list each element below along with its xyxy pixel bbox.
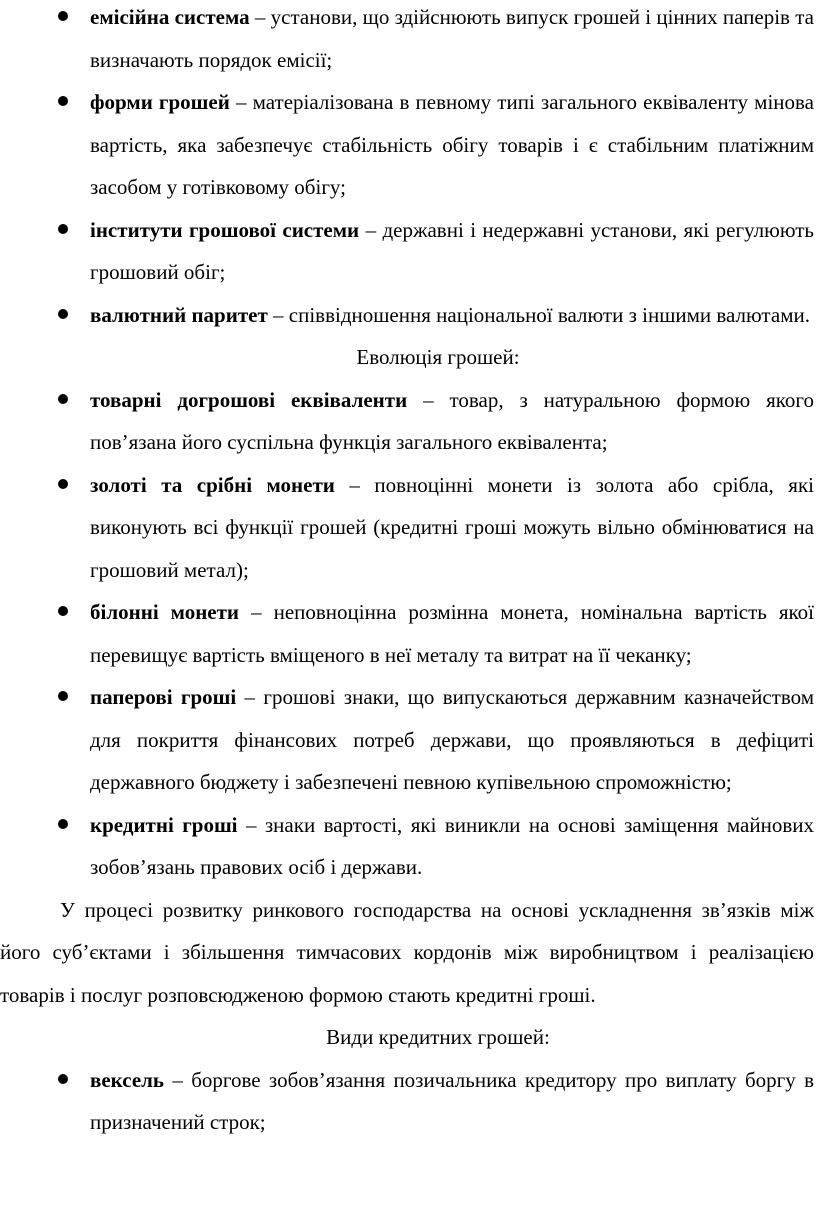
bullet-icon	[58, 394, 68, 404]
term: емісійна система	[90, 5, 250, 29]
definition: – неповноцінна розмінна монета, номінальна вартість якої перевищує вартість вміщеного в неї металу та витрат на її чеканку;	[90, 600, 814, 667]
definition: – матеріалізована в певному типі загального еквіваленту мінова вартість, яка забезпечує стабільність обігу товарів і є стабільним платіжним засобом у готівковому обігу;	[90, 90, 814, 199]
bullet-icon	[58, 691, 68, 701]
definition: – товар, з натуральною формою якого пов’язана його суспільна функція загального еквівалента;	[90, 387, 814, 454]
bullet-icon	[58, 479, 68, 489]
list-item	[0, 379, 816, 464]
bullet-icon	[58, 819, 68, 829]
definition: – повноцінні монети із золота або срібла, які виконують всі функції грошей (кредитні гроші можуть вільно обмінюватися на грошовий метал);	[90, 472, 814, 582]
definition: – знаки вартості, які виникли на основі заміщення майнових зобов’язань правових осіб і держави.	[90, 812, 814, 879]
bullet-icon	[58, 1074, 68, 1084]
term: білонні монети	[90, 600, 240, 624]
term: вексель	[90, 1067, 165, 1092]
term: інститути грошової системи	[90, 217, 360, 242]
definition: – установи, що здійснюють випуск грошей і цінних паперів та визначають порядок емісії;	[90, 5, 814, 72]
list-item	[0, 1059, 816, 1144]
list-item	[0, 0, 816, 81]
definition: – грошові знаки, що випускаються державним казначейством для покриття фінансових потреб держави, що проявляються в дефіциті державного бюджету і забезпечені певною купівельною спроможністю;	[90, 685, 814, 794]
list-item	[0, 209, 816, 294]
bullet-icon	[58, 224, 68, 234]
list-item	[0, 464, 816, 592]
money-evolution-list	[0, 379, 816, 889]
bullet-icon	[58, 606, 68, 616]
bullet-icon	[58, 11, 68, 21]
credit-money-types-list	[0, 1059, 816, 1144]
section-heading-evolution: Еволюція грошей:	[356, 345, 520, 369]
term: золоті та срібні монети	[90, 472, 335, 497]
list-item	[0, 676, 816, 804]
list-item	[0, 294, 816, 337]
section-heading-credit-money: Види кредитних грошей:	[326, 1025, 550, 1049]
list-item	[0, 81, 816, 209]
term: кредитні гроші	[90, 812, 238, 837]
list-item	[0, 591, 816, 676]
bullet-icon	[58, 309, 68, 319]
body-paragraph: У процесі розвитку ринкового господарства на основі ускладнення зв’язків між його суб’єктами і збільшення тимчасових кордонів між виробництвом і реалізацією товарів і послуг розповсюдженою формою стають кредитні гроші.	[0, 897, 814, 1007]
definition: – співвідношення національної валюти з іншими валютами.	[267, 302, 810, 327]
list-item	[0, 804, 816, 889]
term: валютний паритет	[90, 302, 268, 327]
money-system-elements-list	[0, 0, 816, 336]
term: паперові гроші	[90, 685, 237, 709]
term: форми грошей	[90, 90, 230, 114]
bullet-icon	[58, 96, 68, 106]
term: товарні догрошові еквіваленти	[90, 387, 408, 412]
definition: – державні і недержавні установи, які регулюють грошовий обіг;	[90, 217, 815, 284]
definition: – боргове зобов’язання позичальника кредитору про виплату боргу в призначений строк;	[90, 1067, 814, 1134]
